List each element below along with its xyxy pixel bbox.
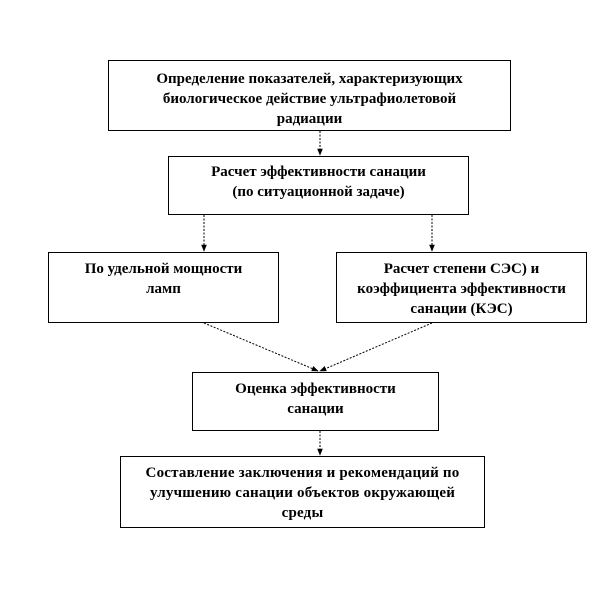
box-sanation-calculation [168, 156, 469, 215]
box-lamp-power [48, 252, 279, 323]
arrow-ses-kes-to-evaluation [320, 323, 432, 371]
box-efficiency-evaluation [192, 372, 439, 431]
box-conclusion-recommendations [120, 456, 485, 528]
box-conclusion-recommendations-label: Составление заключения и рекомендаций по улучшению санации объектов окружающей среды [145, 465, 460, 521]
box-uv-indicators-label: Определение показателей, характеризующих биологическое действие ультрафиолетовой радиации [156, 71, 463, 127]
arrow-lamp-power-to-evaluation [204, 323, 318, 371]
box-uv-indicators [108, 60, 511, 131]
box-ses-kes-calculation-label: Расчет степени СЭС) и коэффициента эффективности санации (КЭС) [357, 261, 566, 317]
box-efficiency-evaluation-label: Оценка эффективности санации [235, 381, 396, 417]
box-ses-kes-calculation [336, 252, 587, 323]
box-sanation-calculation-label: Расчет эффективности санации (по ситуационной задаче) [211, 164, 426, 200]
box-lamp-power-label: По удельной мощности ламп [84, 261, 243, 297]
